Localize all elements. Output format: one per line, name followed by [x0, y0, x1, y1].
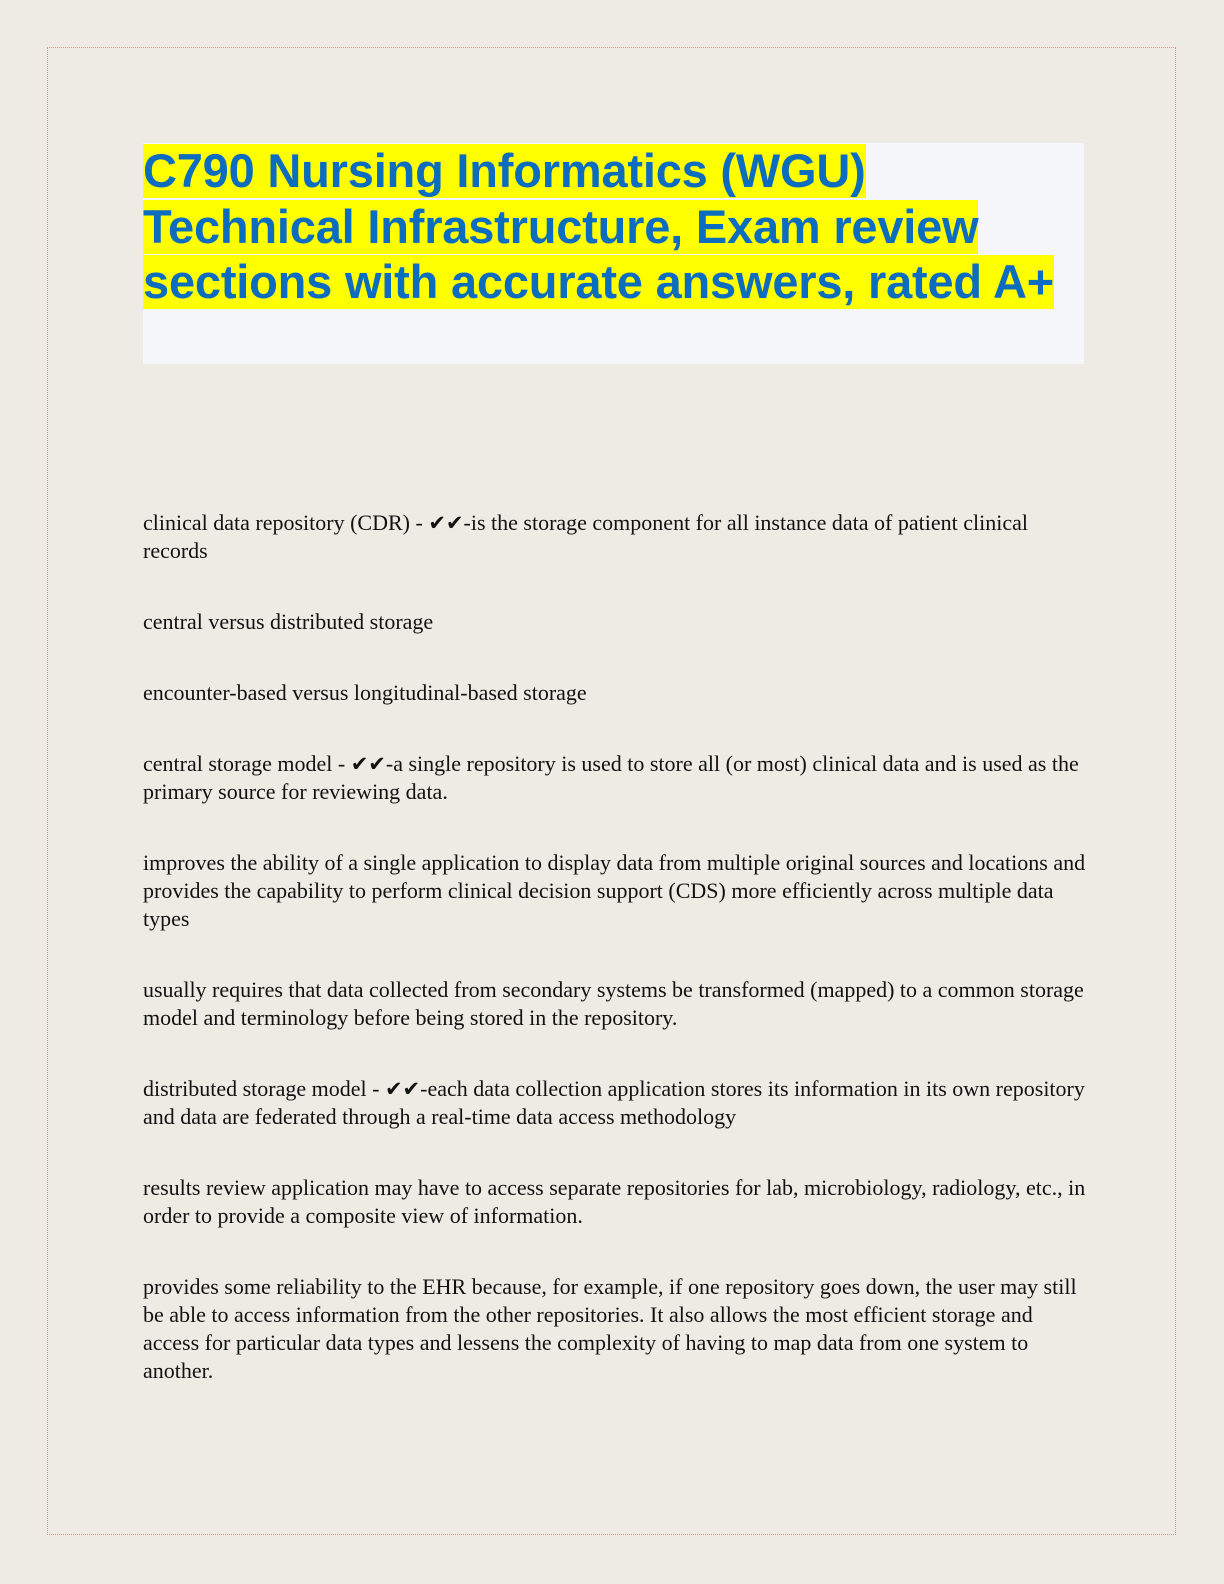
- paragraph-reliability: [143, 1273, 1088, 1385]
- paragraph-text: central versus distributed storage: [143, 609, 434, 634]
- term-central-storage-model: central storage model -: [143, 751, 351, 776]
- definition-distributed-storage-model: -each data collection application stores its information in its own repository and data are federated through a real-time data access methodology: [143, 1076, 1085, 1129]
- document-body: [143, 509, 1088, 1428]
- paragraph-central-storage-model: [143, 750, 1088, 806]
- paragraph-encounter-vs-longitudinal: [143, 679, 1088, 707]
- paragraph-results-review: [143, 1174, 1088, 1230]
- term-distributed-storage-model: distributed storage model -: [143, 1076, 385, 1101]
- term-cdr: clinical data repository (CDR) -: [143, 510, 429, 535]
- title-block: [143, 143, 1084, 364]
- double-check-icon: ✔✔: [350, 752, 386, 776]
- paragraph-improves-ability: [143, 849, 1088, 933]
- document-title-text: C790 Nursing Informatics (WGU) Technical Infrastructure, Exam review sections with accurate answers, rated A+: [143, 144, 1055, 308]
- paragraph-text: improves the ability of a single application to display data from multiple original sources and locations and provides the capability to perform clinical decision support (CDS) more efficiently across multiple data types: [143, 850, 1086, 931]
- definition-central-storage-model: -a single repository is used to store all (or most) clinical data and is used as the primary source for reviewing data.: [143, 751, 1079, 804]
- paragraph-cdr: [143, 509, 1088, 565]
- double-check-icon: ✔✔: [428, 511, 464, 535]
- paragraph-text: results review application may have to access separate repositories for lab, microbiology, radiology, etc., in order to provide a composite view of information.: [143, 1175, 1086, 1228]
- double-check-icon: ✔✔: [384, 1077, 421, 1101]
- paragraph-central-vs-distributed: [143, 608, 1088, 636]
- paragraph-distributed-storage-model: [143, 1075, 1088, 1131]
- paragraph-text: provides some reliability to the EHR because, for example, if one repository goes down, the user may still be able to access information from the other repositories. It also allows the most efficient storage and access for particular data types and lessens the complexity of having to map data from one system to another.: [143, 1274, 1077, 1383]
- paragraph-text: encounter-based versus longitudinal-based storage: [143, 680, 587, 705]
- paragraph-text: usually requires that data collected from secondary systems be transformed (mapped) to a common storage model and terminology before being stored in the repository.: [143, 977, 1084, 1030]
- definition-cdr: -is the storage component for all instance data of patient clinical records: [143, 510, 1028, 563]
- paragraph-usually-requires: [143, 976, 1088, 1032]
- document-title: [143, 143, 1084, 310]
